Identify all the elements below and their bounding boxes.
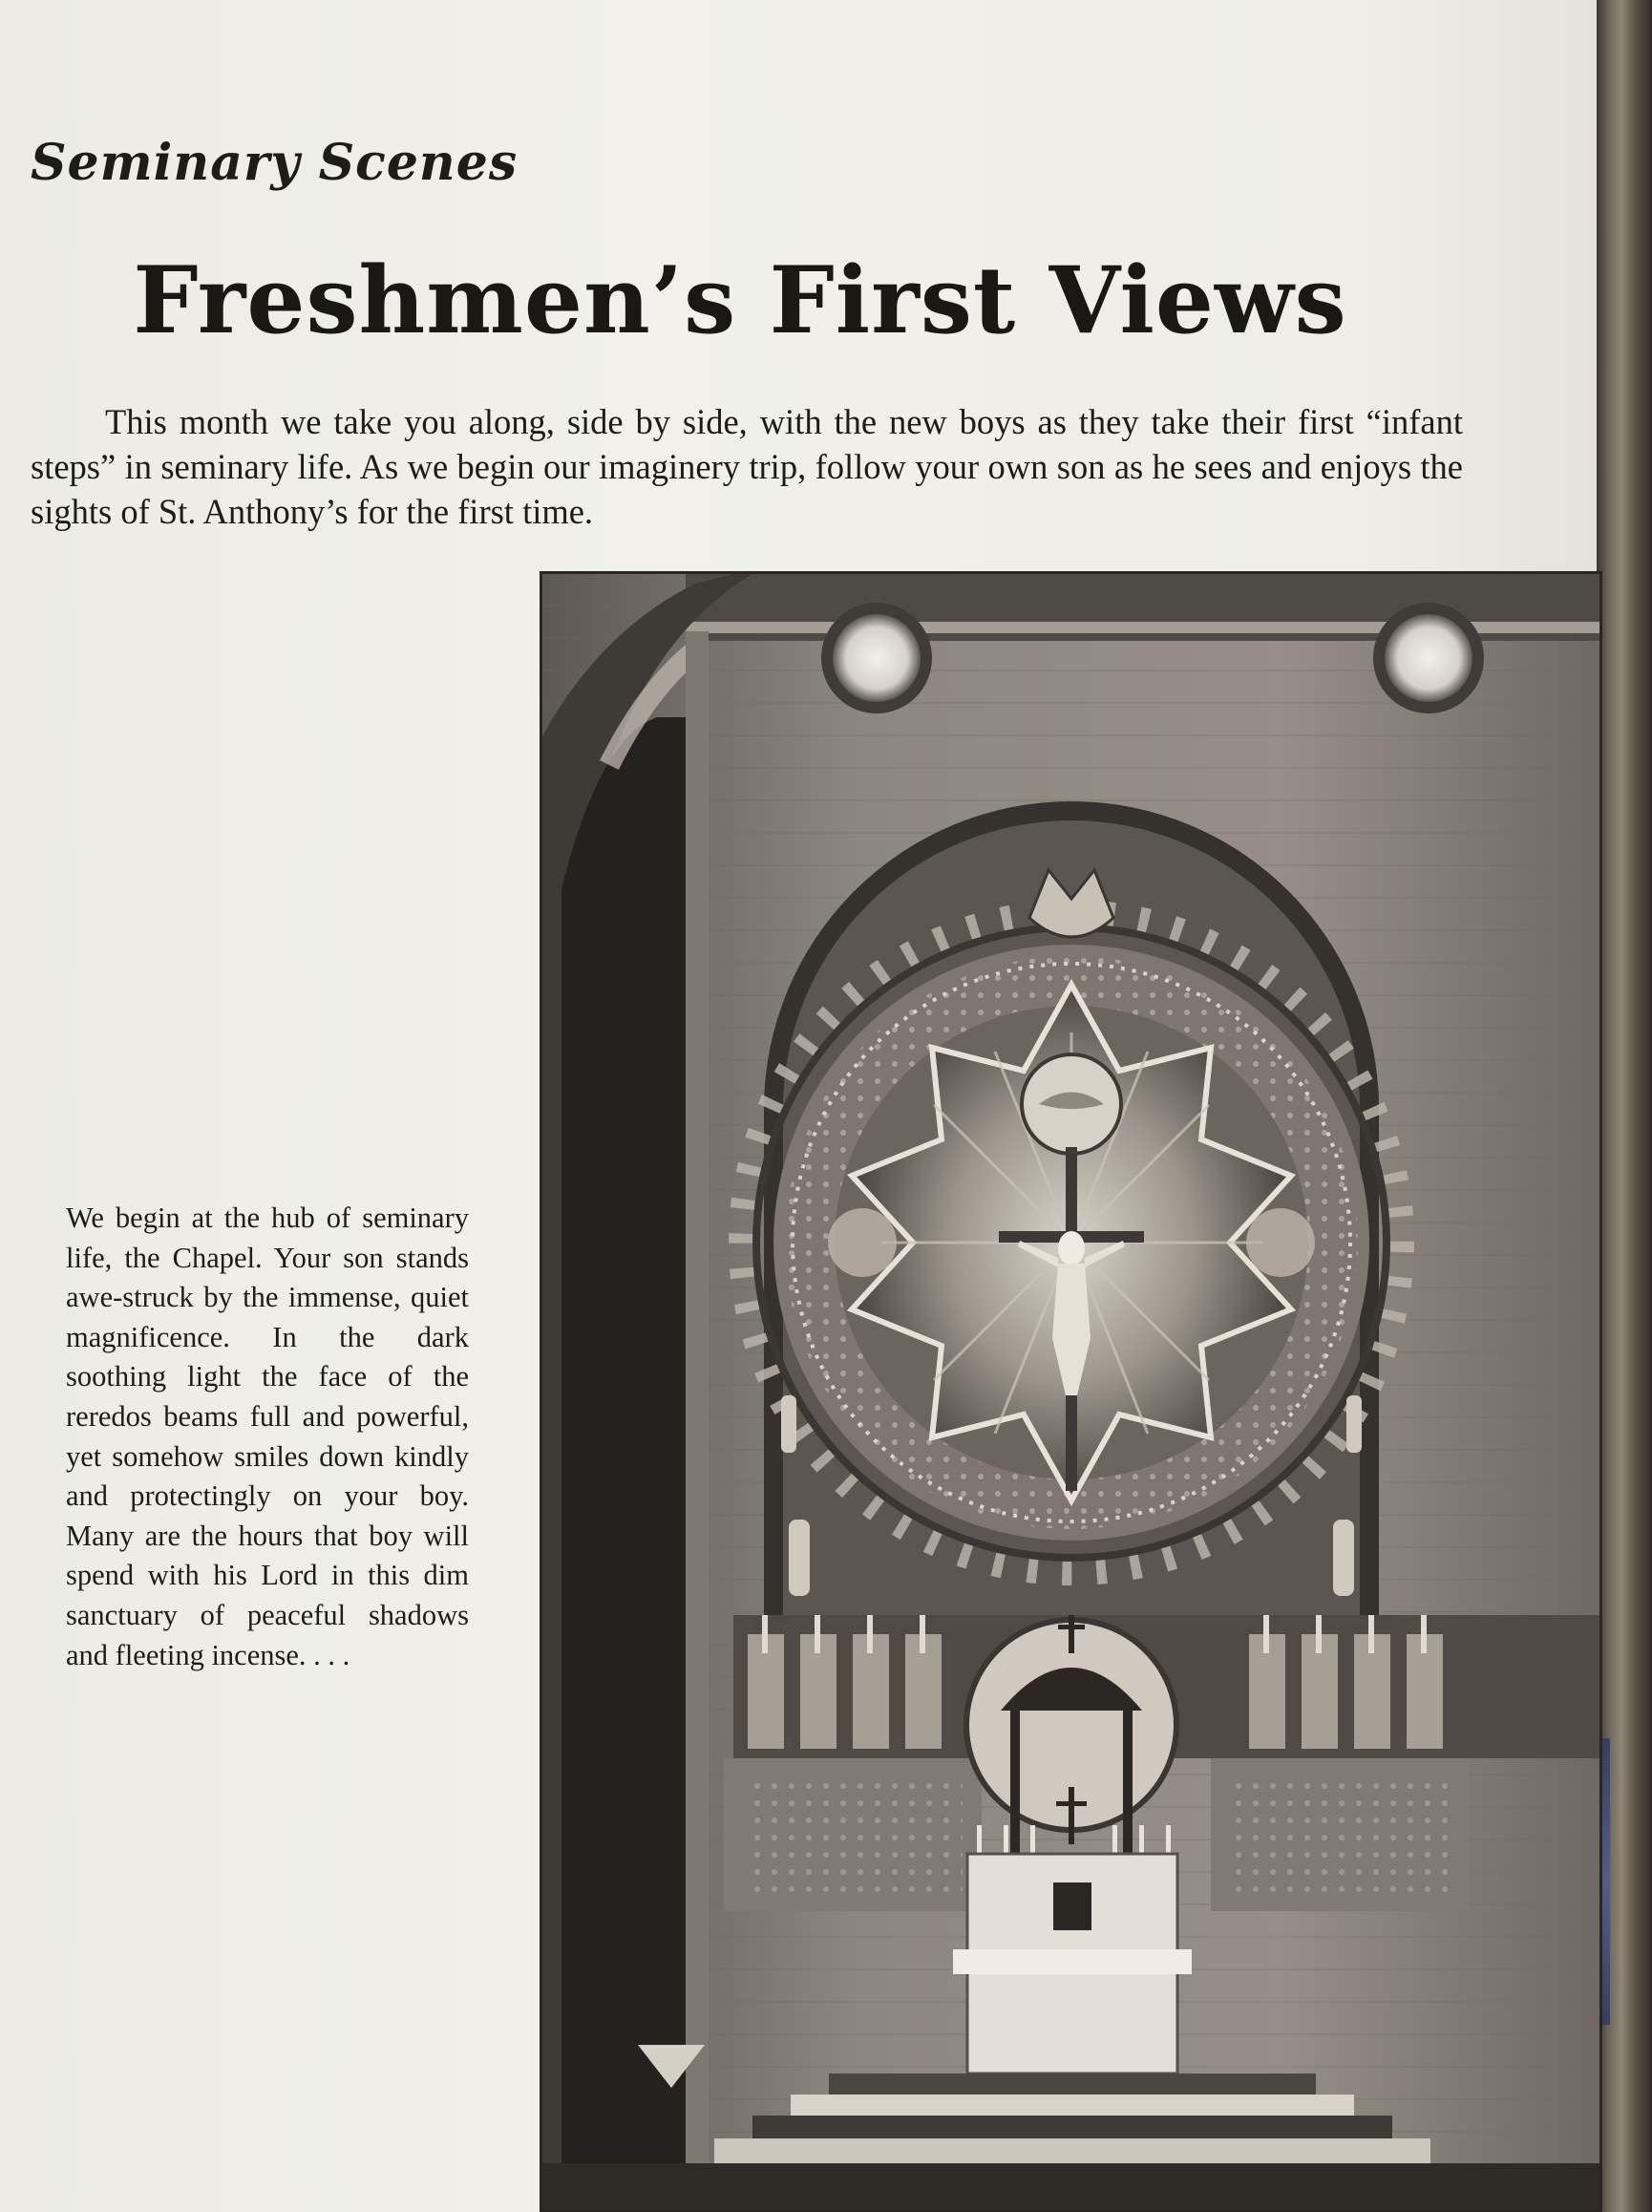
- chapel-altar-photo: [540, 571, 1602, 2212]
- photo-caption: We begin at the hub of seminary life, the Chapel. Your son stands awe-struck by the immense, quiet magnificence. In the dark soothing light the face of the reredos beams full and powerful, yet somehow smiles down kindly and protectingly on your boy. Many are the hours that boy will spend with his Lord in this dim sanctuary of peaceful shadows and fleeting incense. . . .: [66, 1202, 469, 1671]
- intro-paragraph: This month we take you along, side by side, with the new boys as they take their first “infant steps” in seminary life. As we begin our imaginery trip, follow your own son as he sees and enjoys the sights of St. Anthony’s for the first time.: [31, 402, 1463, 531]
- page-title: Freshmen’s First Views: [133, 246, 1347, 354]
- section-label: Seminary Scenes: [31, 134, 519, 192]
